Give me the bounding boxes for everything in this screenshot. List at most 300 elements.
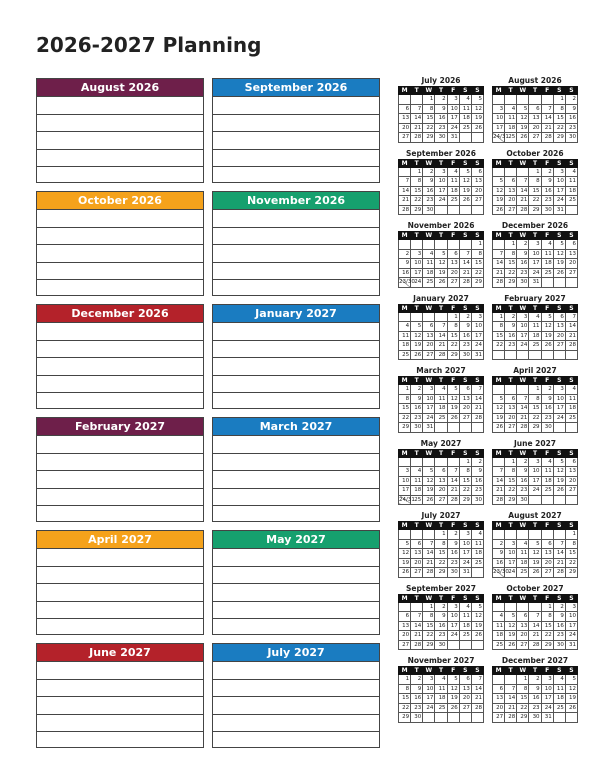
- day-cell: 16: [529, 694, 541, 704]
- planner-writing-line[interactable]: [213, 392, 379, 410]
- day-cell: 15: [493, 331, 505, 341]
- mini-calendar: [492, 584, 578, 651]
- planner-writing-line[interactable]: [37, 488, 203, 506]
- day-cell: 22: [517, 703, 529, 713]
- day-cell: 26: [529, 568, 541, 578]
- planner-writing-line[interactable]: [37, 566, 203, 584]
- day-cell: 15: [505, 259, 517, 269]
- weekday-header: T: [529, 522, 541, 530]
- planner-writing-line[interactable]: [37, 583, 203, 601]
- planner-writing-line[interactable]: [37, 435, 203, 453]
- weekday-header: W: [517, 87, 529, 95]
- day-cell: 21: [459, 268, 471, 278]
- planner-writing-line[interactable]: [37, 618, 203, 636]
- week-row: [399, 404, 484, 414]
- weekday-header: F: [541, 304, 553, 312]
- week-row: [493, 177, 578, 187]
- planner-writing-line[interactable]: [213, 149, 379, 167]
- day-cell: 20: [447, 268, 459, 278]
- weekday-header: T: [505, 449, 517, 457]
- planner-writing-line[interactable]: [213, 601, 379, 619]
- day-cell: 30: [553, 640, 565, 650]
- week-row: [493, 205, 578, 215]
- planner-writing-line[interactable]: [213, 340, 379, 358]
- planner-writing-line[interactable]: [37, 149, 203, 167]
- day-cell: 23: [505, 341, 517, 351]
- planner-writing-line[interactable]: [213, 731, 379, 749]
- planner-writing-line[interactable]: [213, 470, 379, 488]
- planner-writing-line[interactable]: [37, 679, 203, 697]
- day-cell: 11: [411, 476, 423, 486]
- day-cell: 9: [435, 104, 447, 114]
- day-cell: [411, 312, 423, 322]
- day-cell: 5: [493, 177, 505, 187]
- day-cell: 27: [435, 495, 447, 505]
- planner-writing-line[interactable]: [213, 375, 379, 393]
- day-cell: 11: [493, 621, 505, 631]
- mini-calendar-title: July 2026: [421, 76, 461, 85]
- planner-writing-line[interactable]: [37, 392, 203, 410]
- day-cell: [517, 530, 529, 540]
- planner-writing-line[interactable]: [213, 505, 379, 523]
- day-cell: 25: [517, 568, 529, 578]
- weekday-header: M: [493, 522, 505, 530]
- planner-writing-line[interactable]: [37, 696, 203, 714]
- day-cell: [459, 240, 471, 250]
- day-cell: 10: [493, 114, 505, 124]
- day-cell: 9: [529, 684, 541, 694]
- day-cell: 14: [505, 694, 517, 704]
- day-cell: 3: [423, 675, 435, 685]
- week-row: [399, 312, 484, 322]
- weekday-header: W: [423, 304, 435, 312]
- day-cell: 4: [447, 167, 459, 177]
- day-cell: 30: [411, 423, 423, 433]
- day-cell: 1: [435, 530, 447, 540]
- planner-writing-line[interactable]: [37, 505, 203, 523]
- day-cell: 12: [517, 114, 529, 124]
- day-cell: 23: [447, 558, 459, 568]
- planner-writing-line[interactable]: [213, 453, 379, 471]
- week-row: [399, 423, 484, 433]
- day-cell: 4: [529, 312, 541, 322]
- planner-writing-line[interactable]: [37, 322, 203, 340]
- week-row: [493, 104, 578, 114]
- week-row: [493, 602, 578, 612]
- day-cell: 23: [517, 268, 529, 278]
- weekday-header: S: [565, 232, 577, 240]
- day-cell: 23: [435, 631, 447, 641]
- weekday-header: T: [411, 522, 423, 530]
- week-row: [493, 530, 578, 540]
- day-cell: 25: [541, 268, 553, 278]
- planner-writing-line[interactable]: [37, 244, 203, 262]
- planner-writing-line[interactable]: [37, 375, 203, 393]
- day-cell: 2: [505, 312, 517, 322]
- planner-writing-line[interactable]: [37, 279, 203, 297]
- planner-writing-line[interactable]: [213, 714, 379, 732]
- planner-box: [36, 191, 204, 296]
- planner-writing-line[interactable]: [213, 322, 379, 340]
- day-cell: 6: [529, 104, 541, 114]
- day-cell: 13: [459, 684, 471, 694]
- day-cell: 1: [529, 167, 541, 177]
- day-cell: [565, 350, 577, 360]
- day-cell: 3: [505, 539, 517, 549]
- day-cell: 19: [435, 268, 447, 278]
- day-cell: 19: [565, 694, 577, 704]
- day-cell: 8: [447, 322, 459, 332]
- week-row: [399, 133, 484, 143]
- planner-writing-line[interactable]: [213, 583, 379, 601]
- day-cell: 12: [471, 612, 483, 622]
- weekday-header: T: [529, 232, 541, 240]
- weekday-header: T: [435, 377, 447, 385]
- day-cell: 13: [565, 467, 577, 477]
- mini-calendar-table: [492, 159, 578, 216]
- day-cell: 6: [411, 539, 423, 549]
- day-cell: 24: [447, 123, 459, 133]
- planner-writing-line[interactable]: [37, 470, 203, 488]
- planner-writing-line[interactable]: [213, 679, 379, 697]
- day-cell: 24: [435, 196, 447, 206]
- day-cell: 19: [493, 413, 505, 423]
- day-cell: 5: [529, 539, 541, 549]
- day-cell: 27: [459, 703, 471, 713]
- day-cell: [565, 423, 577, 433]
- week-row: [493, 631, 578, 641]
- day-cell: [411, 457, 423, 467]
- planner-writing-line[interactable]: [213, 114, 379, 132]
- day-cell: [541, 278, 553, 288]
- planner-writing-line[interactable]: [37, 262, 203, 280]
- weekday-header: T: [411, 232, 423, 240]
- week-row: [493, 486, 578, 496]
- day-cell: 7: [517, 177, 529, 187]
- day-cell: 5: [471, 602, 483, 612]
- day-cell: 12: [435, 259, 447, 269]
- day-cell: 12: [447, 684, 459, 694]
- planner-writing-line[interactable]: [37, 714, 203, 732]
- planner-writing-line[interactable]: [213, 435, 379, 453]
- day-cell: 7: [459, 249, 471, 259]
- weekday-header: M: [493, 449, 505, 457]
- planner-writing-line[interactable]: [213, 166, 379, 184]
- day-cell: [447, 457, 459, 467]
- day-cell: 23/30: [493, 569, 509, 575]
- day-cell: 1: [529, 385, 541, 395]
- day-cell: 6: [541, 539, 553, 549]
- weekday-header: T: [505, 377, 517, 385]
- weekday-header: T: [505, 304, 517, 312]
- planner-writing-line[interactable]: [213, 227, 379, 245]
- weekday-header: T: [411, 377, 423, 385]
- day-cell: 14: [529, 621, 541, 631]
- day-cell: 22: [505, 268, 517, 278]
- weekday-header: T: [411, 159, 423, 167]
- day-cell: 12: [471, 104, 483, 114]
- day-cell: 16: [435, 114, 447, 124]
- day-cell: [505, 167, 517, 177]
- day-cell: 6: [565, 457, 577, 467]
- day-cell: 29: [399, 423, 411, 433]
- day-cell: 29: [471, 278, 483, 288]
- day-cell: 20: [505, 413, 517, 423]
- day-cell: 21: [471, 404, 483, 414]
- day-cell: [517, 95, 529, 105]
- day-cell: 6: [459, 385, 471, 395]
- day-cell: 2: [541, 167, 553, 177]
- day-cell: 9: [399, 259, 411, 269]
- day-cell: 8: [565, 539, 577, 549]
- day-cell: 16: [565, 114, 577, 124]
- day-cell: 25: [565, 413, 577, 423]
- planner-month-header: March 2027: [213, 418, 379, 435]
- day-cell: 9: [493, 549, 505, 559]
- day-cell: 9: [565, 104, 577, 114]
- day-cell: 15: [529, 404, 541, 414]
- weekday-header: T: [505, 594, 517, 602]
- planner-writing-line[interactable]: [213, 548, 379, 566]
- day-cell: 25: [565, 196, 577, 206]
- day-cell: 23: [459, 341, 471, 351]
- day-cell: 12: [423, 476, 435, 486]
- day-cell: 31: [471, 350, 483, 360]
- day-cell: 24: [411, 278, 423, 288]
- week-row: [399, 205, 484, 215]
- planner-writing-line[interactable]: [37, 731, 203, 749]
- week-row: [399, 394, 484, 404]
- day-cell: 13: [505, 186, 517, 196]
- day-cell: 5: [471, 95, 483, 105]
- day-cell: 15: [541, 621, 553, 631]
- day-cell: [565, 713, 577, 723]
- day-cell: [493, 530, 505, 540]
- day-cell: 20: [493, 703, 505, 713]
- day-cell: 21: [423, 558, 435, 568]
- day-cell: 24: [505, 568, 517, 578]
- day-cell: 29: [411, 205, 423, 215]
- day-cell: 31: [541, 713, 553, 723]
- day-cell: 26: [505, 640, 517, 650]
- day-cell: 14: [471, 394, 483, 404]
- day-cell: 5: [435, 249, 447, 259]
- day-cell: 5: [411, 322, 423, 332]
- day-cell: [505, 350, 517, 360]
- week-row: [493, 457, 578, 467]
- planner-writing-line[interactable]: [37, 166, 203, 184]
- weekday-header: T: [529, 449, 541, 457]
- day-cell: 23: [411, 703, 423, 713]
- planner-writing-line[interactable]: [213, 357, 379, 375]
- day-cell: 30: [471, 495, 483, 505]
- planner-writing-line[interactable]: [213, 262, 379, 280]
- day-cell: 2: [399, 249, 411, 259]
- planner-writing-line[interactable]: [37, 131, 203, 149]
- day-cell: 4: [541, 457, 553, 467]
- planner-writing-line[interactable]: [37, 601, 203, 619]
- day-cell: 26: [493, 205, 505, 215]
- week-row: [399, 259, 484, 269]
- week-row: [399, 640, 484, 650]
- day-cell: [459, 133, 471, 143]
- planner-writing-line[interactable]: [37, 227, 203, 245]
- planner-writing-line[interactable]: [37, 548, 203, 566]
- week-row: [399, 413, 484, 423]
- planner-writing-line[interactable]: [213, 661, 379, 679]
- weekday-header: S: [471, 87, 483, 95]
- week-row: [399, 549, 484, 559]
- day-cell: [553, 423, 565, 433]
- day-cell: 29: [447, 350, 459, 360]
- day-cell: 13: [517, 621, 529, 631]
- weekday-header: S: [553, 449, 565, 457]
- day-cell: 3: [529, 457, 541, 467]
- day-cell: [411, 602, 423, 612]
- planner-box: [36, 78, 204, 183]
- week-row: [399, 341, 484, 351]
- weekday-header: S: [471, 232, 483, 240]
- day-cell: 16: [505, 331, 517, 341]
- day-cell: 26: [399, 568, 411, 578]
- weekday-header: M: [493, 232, 505, 240]
- day-cell: 27: [505, 205, 517, 215]
- planner-writing-line[interactable]: [213, 96, 379, 114]
- day-cell: 23: [541, 413, 553, 423]
- day-cell: 14: [399, 186, 411, 196]
- planner-writing-line[interactable]: [37, 209, 203, 227]
- day-cell: 10: [411, 259, 423, 269]
- day-cell: 14: [493, 259, 505, 269]
- day-cell: 26: [471, 123, 483, 133]
- day-cell: [459, 640, 471, 650]
- day-cell: 24: [517, 341, 529, 351]
- day-cell: 19: [493, 196, 505, 206]
- day-cell: 26: [493, 423, 505, 433]
- day-cell: 24: [529, 486, 541, 496]
- day-cell: 5: [399, 539, 411, 549]
- day-cell: 22: [399, 413, 411, 423]
- planner-writing-line[interactable]: [213, 131, 379, 149]
- day-cell: 10: [459, 539, 471, 549]
- day-cell: 5: [553, 240, 565, 250]
- week-row: [493, 123, 578, 133]
- planner-box: [212, 304, 380, 409]
- day-cell: 21: [493, 486, 505, 496]
- day-cell: 5: [459, 167, 471, 177]
- day-cell: 22: [459, 486, 471, 496]
- week-row: [399, 530, 484, 540]
- day-cell: 13: [553, 322, 565, 332]
- planner-writing-line[interactable]: [37, 661, 203, 679]
- day-cell: 2: [517, 240, 529, 250]
- planner-writing-line[interactable]: [213, 209, 379, 227]
- day-cell: 7: [493, 249, 505, 259]
- day-cell: 30: [529, 713, 541, 723]
- weekday-header: W: [517, 522, 529, 530]
- day-cell: 27: [553, 341, 565, 351]
- mini-calendar: [398, 656, 484, 723]
- day-cell: 13: [529, 114, 541, 124]
- day-cell: 12: [541, 322, 553, 332]
- day-cell: 10: [399, 476, 411, 486]
- week-row: [493, 404, 578, 414]
- day-cell: [517, 167, 529, 177]
- weekday-header: S: [459, 159, 471, 167]
- day-cell: 21: [471, 694, 483, 704]
- day-cell: 2: [553, 602, 565, 612]
- day-cell: 16: [541, 404, 553, 414]
- day-cell: 6: [459, 675, 471, 685]
- day-cell: 2: [529, 675, 541, 685]
- week-row: [493, 350, 578, 360]
- day-cell: [505, 385, 517, 395]
- mini-calendar: [492, 656, 578, 723]
- planner-writing-line[interactable]: [37, 96, 203, 114]
- day-cell: 22: [529, 413, 541, 423]
- mini-calendar-table: [398, 231, 484, 288]
- planner-month-header: February 2027: [37, 418, 203, 435]
- day-cell: 26: [447, 413, 459, 423]
- week-row: [493, 495, 578, 505]
- weekday-header: W: [517, 594, 529, 602]
- planner-writing-line[interactable]: [213, 279, 379, 297]
- planner-writing-line[interactable]: [213, 566, 379, 584]
- mini-calendar: [398, 149, 484, 216]
- week-row: [493, 423, 578, 433]
- day-cell: 25: [447, 196, 459, 206]
- weekday-header: F: [541, 594, 553, 602]
- day-cell: 5: [505, 612, 517, 622]
- weekday-header: S: [553, 87, 565, 95]
- planner-writing-line[interactable]: [37, 453, 203, 471]
- weekday-header: T: [435, 667, 447, 675]
- day-cell: 25: [529, 341, 541, 351]
- week-row: [493, 259, 578, 269]
- planner-writing-line[interactable]: [213, 488, 379, 506]
- day-cell: 14: [459, 259, 471, 269]
- day-cell: 30: [447, 568, 459, 578]
- day-cell: 13: [411, 549, 423, 559]
- planner-month-header: January 2027: [213, 305, 379, 322]
- weekday-header: S: [459, 449, 471, 457]
- planner-writing-line[interactable]: [37, 357, 203, 375]
- day-cell: 22: [399, 703, 411, 713]
- weekday-header: W: [517, 449, 529, 457]
- week-row: [399, 331, 484, 341]
- day-cell: 1: [423, 602, 435, 612]
- planner-writing-line[interactable]: [37, 340, 203, 358]
- day-cell: 2: [447, 530, 459, 540]
- planner-writing-line[interactable]: [37, 114, 203, 132]
- day-cell: 11: [459, 612, 471, 622]
- mini-calendar: [398, 76, 484, 143]
- day-cell: 18: [565, 404, 577, 414]
- day-cell: 11: [435, 394, 447, 404]
- day-cell: 5: [423, 467, 435, 477]
- day-cell: 30: [541, 205, 553, 215]
- mini-calendar-table: [492, 666, 578, 723]
- planner-writing-line[interactable]: [213, 618, 379, 636]
- planner-writing-line[interactable]: [213, 244, 379, 262]
- day-cell: 12: [553, 249, 565, 259]
- day-cell: 19: [541, 331, 553, 341]
- day-cell: 7: [541, 104, 553, 114]
- planner-writing-line[interactable]: [213, 696, 379, 714]
- weekday-header: T: [411, 667, 423, 675]
- day-cell: 31: [423, 423, 435, 433]
- weekday-header: S: [553, 522, 565, 530]
